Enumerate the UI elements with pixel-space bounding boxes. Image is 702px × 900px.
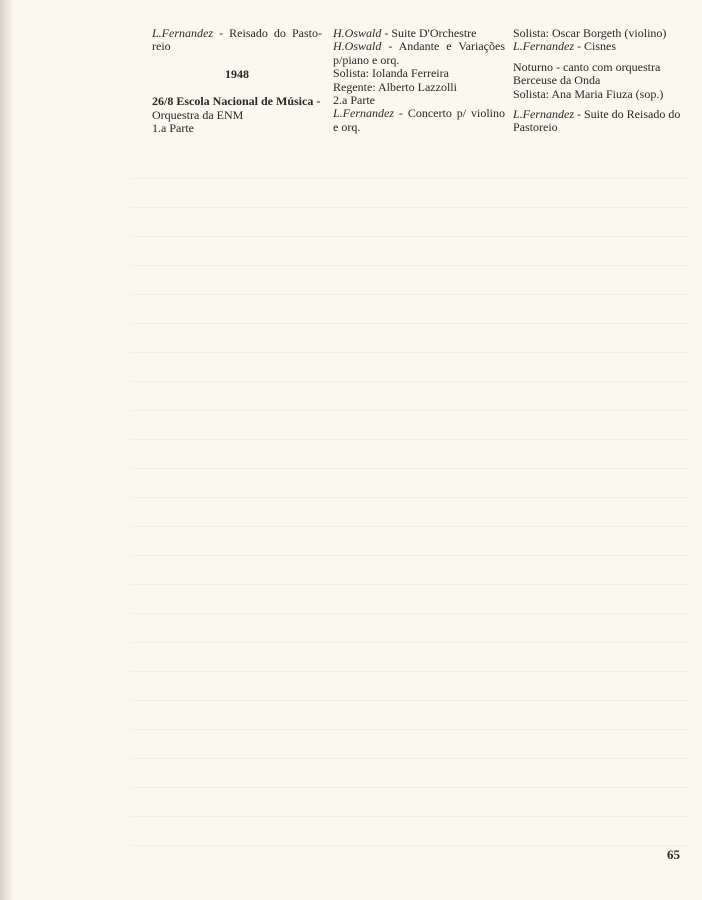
composer-name: L.Fernandez	[513, 39, 574, 54]
program-entry	[333, 107, 505, 134]
column-right	[513, 27, 688, 135]
orchestra-name: Orquestra da ENM	[152, 107, 244, 122]
soloist-line: Solista: Oscar Borgeth (violino)	[513, 26, 667, 40]
column-left	[152, 27, 322, 135]
program-entry	[513, 40, 688, 53]
conductor-line: Regente: Alberto Lazzolli	[333, 79, 457, 94]
work-title: - Reisado do Pasto-reio	[152, 26, 322, 54]
program-entry	[513, 108, 688, 135]
year-heading: 1948	[225, 66, 249, 81]
concert-heading: 26/8 Escola Nacional de Música -	[152, 94, 321, 109]
column-middle	[333, 27, 505, 134]
composer-name: L.Fernandez	[152, 26, 213, 40]
program-entry	[333, 27, 505, 40]
work-line: Noturno - canto com orquestra	[513, 59, 661, 74]
work-title: - Suite D'Orchestre	[381, 26, 477, 40]
composer-name: H.Oswald	[333, 26, 382, 40]
composer-name: L.Fernandez	[513, 107, 574, 122]
program-entry	[333, 40, 505, 67]
work-title: - Cisnes	[574, 39, 616, 54]
soloist-line: Solista: Ana Maria Fiuza (sop.)	[513, 86, 664, 101]
work-title: - Andante e Variações p/piano e orq.	[333, 39, 505, 67]
soloist-line: Solista: Iolanda Ferreira	[333, 66, 449, 81]
page-number: 65	[667, 847, 680, 862]
work-line: Berceuse da Onda	[513, 73, 601, 88]
composer-name: H.Oswald	[333, 39, 382, 54]
work-title: - Concerto p/ violino e orq.	[333, 106, 505, 134]
composer-name: L.Fernandez	[333, 106, 394, 121]
show-through-texture	[130, 150, 690, 870]
work-title: - Suite do Reisado do Pastoreio	[513, 107, 681, 135]
part-heading: 1.a Parte	[152, 121, 194, 136]
part-heading: 2.a Parte	[333, 93, 375, 108]
program-entry	[152, 27, 322, 54]
page-edge-shadow	[0, 0, 14, 900]
